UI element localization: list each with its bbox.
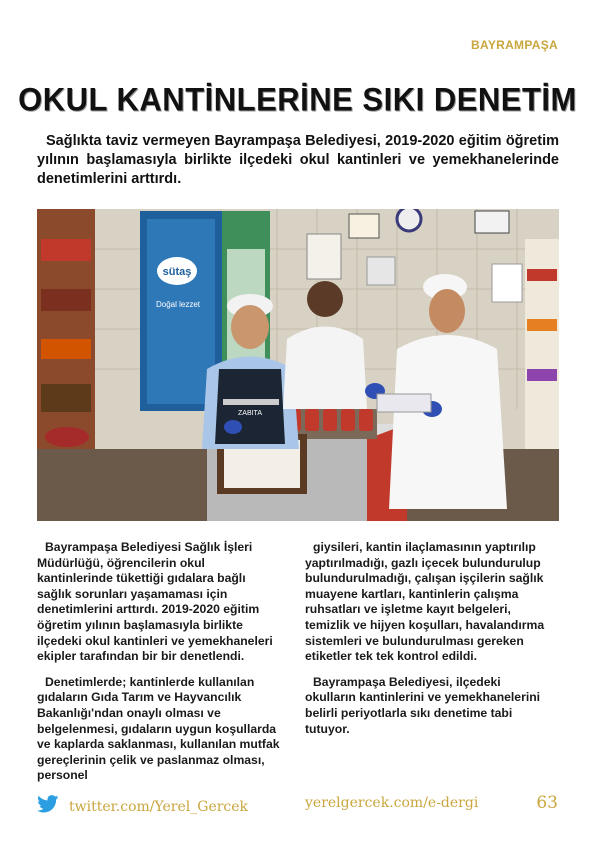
fridge-slogan: Doğal lezzet [155,300,201,309]
twitter-bird-icon [37,795,59,818]
article-photo [37,209,559,521]
body-column-right [305,540,550,747]
section-tag: BAYRAMPAŞA [470,38,558,52]
footer-twitter[interactable] [37,795,248,818]
vest-label: ZABITA [238,410,262,417]
twitter-handle-link[interactable]: twitter.com/Yerel_Gercek [69,798,249,815]
lead-paragraph: Sağlıkta taviz vermeyen Bayrampaşa Belediyesi, 2019-2020 eğitim öğretim yılının başlamasıyla birlikte ilçedeki okul kantinleri ve yemekhanelerinde denetimlerini arttırdı. [37,133,559,187]
fridge-brand: sütaş [162,266,192,278]
website-link[interactable]: yerelgercek.com/e-dergi [305,795,479,811]
page-number: 63 [536,793,558,813]
body-paragraph: Denetimlerde; kantinlerde kullanılan gıdaların Gıda Tarım ve Hayvancılık Bakanlığı'ndan onaylı olması ve belgelenmesi, gıdaların uygun koşullarda ve kaplarda saklanması, kullanılan mutfak gereçlerinin çelik ve paslanmaz olması, personel [37,674,280,783]
headline: OKUL KANTİNLERİNE SIKI DENETİM [18,81,577,118]
body-paragraph: Bayrampaşa Belediyesi Sağlık İşleri Müdürlüğü, öğrencilerin okul kantinlerinde tükettiği gıdalara bağlı sağlık sorunları yaşamaması için denetimlerini arttırdı. 2019-2020 eğitim öğretim yılının başlamasıyla birlikte ilçedeki okul kantinleri ve yemekhaneleri ekipler tarafından bir bir denetlendi. [37,540,273,664]
body-paragraph: giysileri, kantin ilaçlamasının yaptırılıp yaptırılmadığı, gazlı içecek bulundurulup bulundurulmadığı, çalışan işçilerin sağlık muayene kartları, kantinlerin çalışma ruhsatları ve işletme kayıt belgeleri, temizlik ve hijyen koşulları, havalandırma sistemleri ve bulundurulması gereken etiketler tek tek kontrol edildi. [305,540,545,664]
body-column-left [37,540,282,794]
body-paragraph: Bayrampaşa Belediyesi, ilçedeki okulların kantinlerini ve yemekhanelerini belirli periyotlarla sıkı denetime tabi tutuyor. [305,674,541,736]
